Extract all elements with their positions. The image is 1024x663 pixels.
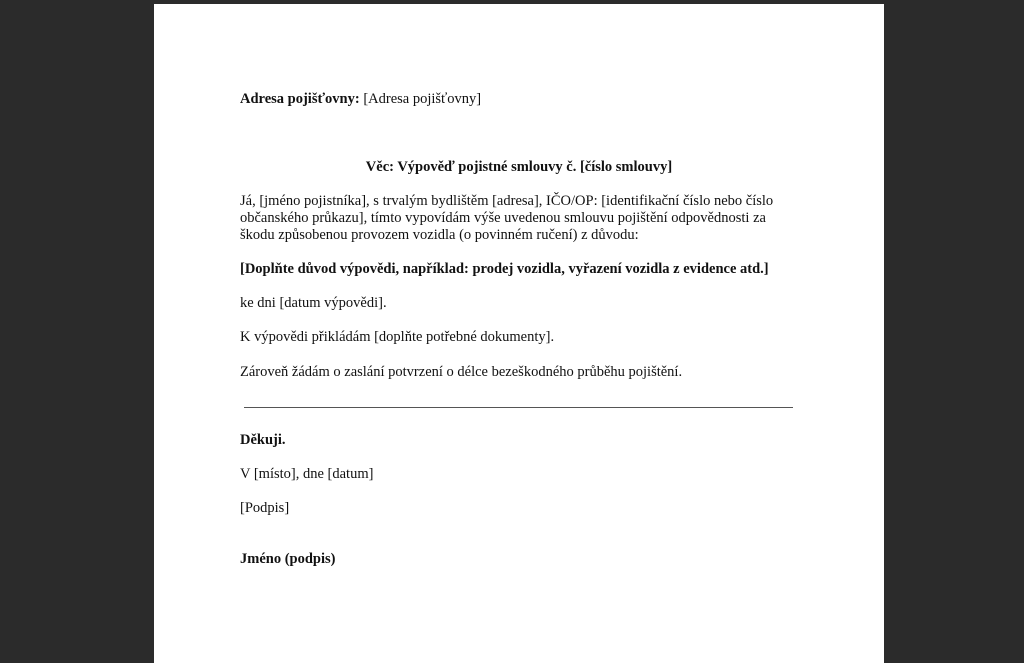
body-line: škodu způsobenou provozem vozidla (o povinném ručení) z důvodu: [240,227,639,243]
signature-placeholder: [Podpis] [240,500,290,516]
termination-date-line: ke dni [datum výpovědi]. [240,295,387,311]
insurer-address [240,91,481,108]
body-paragraph [240,193,800,244]
name-signature: Jméno (podpis) [240,551,336,567]
insurer-address-value: [Adresa pojišťovny] [359,91,482,107]
divider [244,407,793,408]
body-line: občanského průkazu], tímto vypovídám výše uvedenou smlouvu pojištění odpovědnosti za [240,210,766,226]
request-line: Zároveň žádám o zaslání potvrzení o délce bezeškodného průběhu pojištění. [240,364,683,380]
termination-reason: [Doplňte důvod výpovědi, například: prodej vozidla, vyřazení vozidla z evidence atd.] [240,261,769,277]
insurer-address-label: Adresa pojišťovny: [240,91,360,107]
place-date-line: V [místo], dne [datum] [240,466,374,482]
attachments-line: K výpovědi přikládám [doplňte potřebné dokumenty]. [240,329,555,345]
subject-line: Věc: Výpověď pojistné smlouvy č. [číslo smlouvy] [365,159,673,175]
document-page [154,4,884,663]
body-line: Já, [jméno pojistníka], s trvalým bydlištěm [adresa], IČO/OP: [identifikační číslo nebo číslo [240,193,774,209]
thanks-line: Děkuji. [240,432,286,448]
